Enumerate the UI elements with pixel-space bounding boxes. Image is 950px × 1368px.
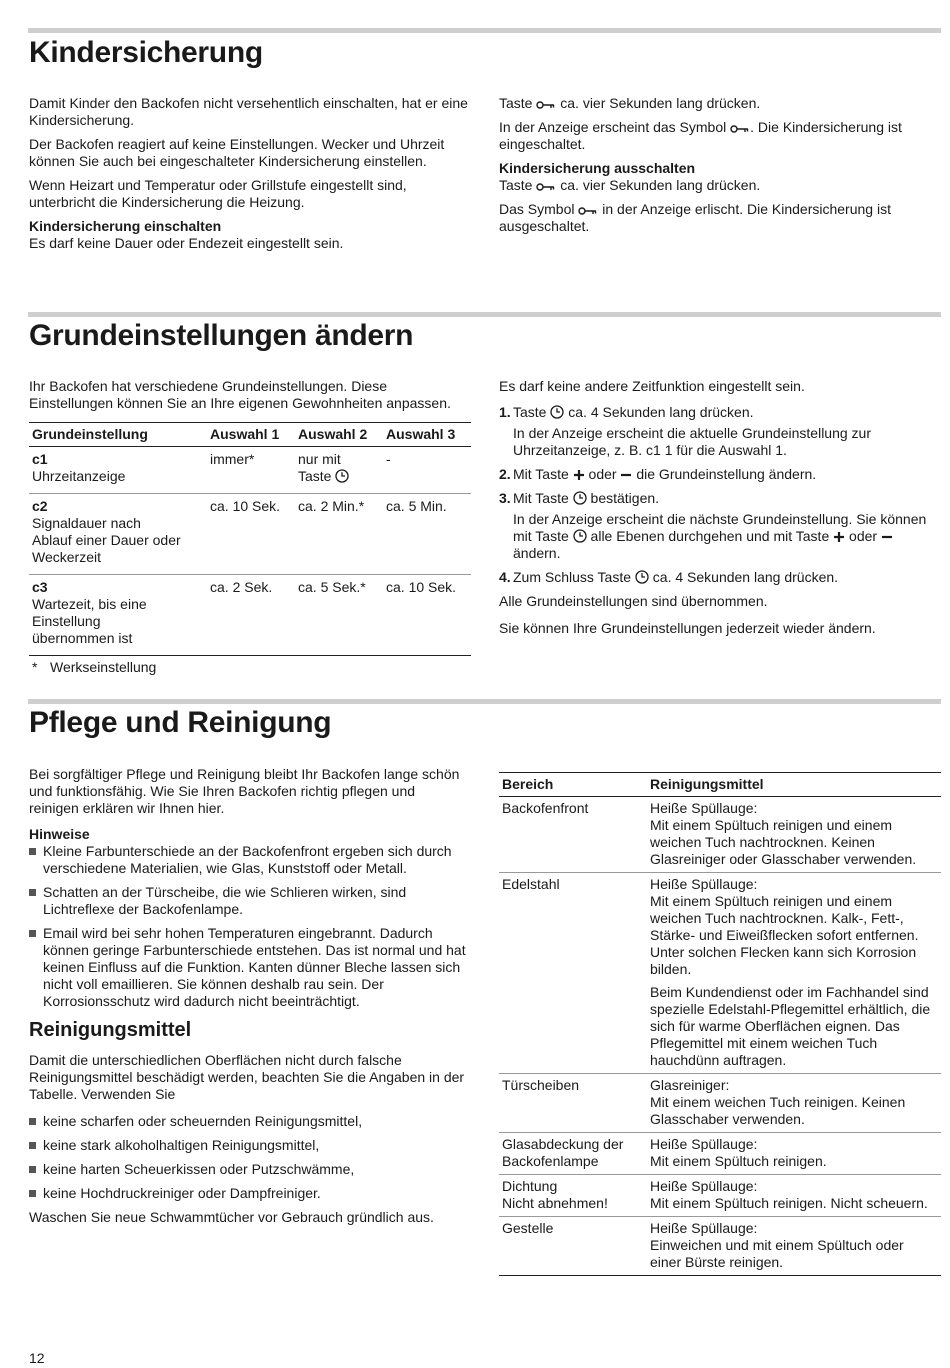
paragraph: Es darf keine andere Zeitfunktion eingestellt sein. xyxy=(499,378,805,394)
instruction-line: Taste ca. vier Sekunden lang drücken. xyxy=(499,177,761,193)
step-item: 2. Mit Taste oder die Grundeinstellung ändern. xyxy=(499,466,817,482)
clock-icon xyxy=(335,469,349,483)
area-cell: Dichtung Nicht abnehmen! xyxy=(499,1175,647,1217)
list-item: keine stark alkoholhaltigen Reinigungsmittel, xyxy=(29,1137,471,1154)
list-item: keine scharfen oder scheuernden Reinigungsmittel, xyxy=(29,1113,471,1130)
section-divider xyxy=(28,312,941,317)
table-row xyxy=(29,494,471,575)
column-header: Reinigungsmittel xyxy=(647,773,941,797)
minus-icon xyxy=(881,531,893,543)
settings-table xyxy=(29,422,471,656)
setting-desc: Uhrzeitanzeige xyxy=(32,468,126,484)
table-row xyxy=(499,1175,941,1217)
setting-desc: Wartezeit, bis eine Einstellung übernommen ist xyxy=(32,596,147,646)
paragraph: Alle Grundeinstellungen sind übernommen. xyxy=(499,593,768,609)
kindersicherung-left-column xyxy=(29,95,471,259)
table-cell: nur mit Taste xyxy=(295,447,383,494)
list-item: Email wird bei sehr hohen Temperaturen eingebrannt. Dadurch können geringe Farbunterschiede entstehen. Das ist normal und hat keinen Einfluss auf die Funktion. Kanten dünner Bleche lassen sich nicht voll emaillieren. Sie können deshalb rau sein. Der Korrosionsschutz wird dadurch nicht beeinträchtigt. xyxy=(29,925,471,1010)
paragraph: Damit die unterschiedlichen Oberflächen nicht durch falsche Reinigungsmittel beschädigt werden, beachten Sie die Angaben in der Tabelle. Verwenden Sie xyxy=(29,1052,465,1102)
step-item: 4. Zum Schluss Taste ca. 4 Sekunden lang drücken. xyxy=(499,569,839,585)
subsection-title: Reinigungsmittel xyxy=(29,1019,192,1041)
table-footnote: * Werkseinstellung xyxy=(32,659,157,675)
subheading: Kindersicherung einschalten xyxy=(29,218,222,234)
table-row xyxy=(499,797,941,873)
table-cell: immer* xyxy=(207,447,295,494)
grund-left-column xyxy=(29,378,471,676)
key-icon xyxy=(730,124,750,134)
section-divider xyxy=(28,28,941,33)
section-title-pflege: Pflege und Reinigung xyxy=(29,706,332,739)
area-cell: Edelstahl xyxy=(499,873,647,1074)
paragraph: Ihr Backofen hat verschiedene Grundeinstellungen. Diese Einstellungen können Sie an Ihre eigenen Gewohnheiten anpassen. xyxy=(29,378,451,411)
table-row xyxy=(499,1217,941,1276)
table-cell: ca. 5 Min. xyxy=(383,494,471,575)
hinweise-list xyxy=(29,843,471,1010)
plus-icon xyxy=(833,531,845,543)
grund-right-column xyxy=(499,378,941,644)
agent-cell: Heiße Spüllauge: Mit einem Spültuch reinigen. xyxy=(647,1133,941,1175)
setting-desc: Signaldauer nach Ablauf einer Dauer oder Weckerzeit xyxy=(32,515,181,565)
list-item: Kleine Farbunterschiede an der Backofenfront ergeben sich durch verschiedene Materialien, wie Glas, Kunststoff oder Metall. xyxy=(29,843,471,877)
key-icon xyxy=(536,100,556,110)
column-header: Grundeinstellung xyxy=(29,423,207,447)
column-header: Bereich xyxy=(499,773,647,797)
key-icon xyxy=(578,206,598,216)
setting-code: c2 xyxy=(32,498,48,514)
table-row xyxy=(29,447,471,494)
setting-cell xyxy=(29,447,207,494)
list-item: keine Hochdruckreiniger oder Dampfreiniger. xyxy=(29,1185,471,1202)
cleaning-table xyxy=(499,772,941,1276)
setting-cell xyxy=(29,575,207,656)
setting-code: c3 xyxy=(32,579,48,595)
setting-code: c1 xyxy=(32,451,48,467)
step-note: In der Anzeige erscheint die nächste Grundeinstellung. Sie können mit Taste alle Ebenen durchgehen und mit Taste oder ändern. xyxy=(513,511,927,561)
table-cell: ca. 5 Sek.* xyxy=(295,575,383,656)
table-row xyxy=(29,575,471,656)
table-cell: - xyxy=(383,447,471,494)
instruction-line: Taste ca. vier Sekunden lang drücken. xyxy=(499,95,761,111)
paragraph: Der Backofen reagiert auf keine Einstellungen. Wecker und Uhrzeit können Sie auch bei eingeschalteter Kindersicherung einstellen. xyxy=(29,136,445,169)
area-cell: Backofenfront xyxy=(499,797,647,873)
table-row xyxy=(499,1074,941,1133)
table-header-row xyxy=(29,423,471,447)
clock-icon xyxy=(573,491,587,505)
clock-icon xyxy=(573,529,587,543)
table-row xyxy=(499,1133,941,1175)
paragraph: Waschen Sie neue Schwammtücher vor Gebrauch gründlich aus. xyxy=(29,1209,434,1225)
paragraph: Wenn Heizart und Temperatur oder Grillstufe eingestellt sind, unterbricht die Kindersicherung die Heizung. xyxy=(29,177,407,210)
paragraph: Sie können Ihre Grundeinstellungen jederzeit wieder ändern. xyxy=(499,620,876,636)
step-item: 3. Mit Taste bestätigen. In der Anzeige erscheint die nächste Grundeinstellung. Sie können mit Taste alle Ebenen durchgehen und mit Taste oder ändern. xyxy=(499,490,941,562)
paragraph: Bei sorgfältiger Pflege und Reinigung bleibt Ihr Backofen lange schön und funktionsfähig. Wie Sie Ihren Backofen richtig pflegen und reinigen erklären wir Ihnen hier. xyxy=(29,766,460,816)
paragraph: Damit Kinder den Backofen nicht versehentlich einschalten, hat er eine Kindersicherung. xyxy=(29,95,468,128)
section-title-grundeinstellungen: Grundeinstellungen ändern xyxy=(29,319,414,352)
kindersicherung-right-column xyxy=(499,95,941,242)
instruction-line: In der Anzeige erscheint das Symbol . Die Kindersicherung ist eingeschaltet. xyxy=(499,119,902,152)
area-cell: Glasabdeckung der Backofenlampe xyxy=(499,1133,647,1175)
key-icon xyxy=(536,182,556,192)
section-title-kindersicherung: Kindersicherung xyxy=(29,36,263,69)
plus-icon xyxy=(573,469,585,481)
subheading: Hinweise xyxy=(29,826,90,842)
step-item: 1. Taste ca. 4 Sekunden lang drücken. In der Anzeige erscheint die aktuelle Grundeinstellung zur Uhrzeitanzeige, z. B. c1 1 für die Auswahl 1. xyxy=(499,404,941,459)
area-cell: Türscheiben xyxy=(499,1074,647,1133)
table-cell: ca. 2 Min.* xyxy=(295,494,383,575)
agent-cell: Heiße Spüllauge: Mit einem Spültuch reinigen und einem weichen Tuch nachtrocknen. Kalk-, Fett-, Stärke- und Eiweißflecken sofort entfernen. Unter solchen Flecken kann sich Korrosion bilden. Beim Kundendienst oder im Fachhandel sind spezielle Edelstahl-Pflegemittel erhältlich, die sich für warme Oberflächen eignen. Das Pflegemittel mit einem weichen Tuch hauchdünn auftragen. xyxy=(647,873,941,1074)
steps-list xyxy=(499,404,941,586)
column-header: Auswahl 1 xyxy=(207,423,295,447)
table-header-row xyxy=(499,773,941,797)
agent-cell: Heiße Spüllauge: Mit einem Spültuch reinigen und einem weichen Tuch nachtrocknen. Keinen Glasreiniger oder Glasschaber verwenden. xyxy=(647,797,941,873)
list-item: keine harten Scheuerkissen oder Putzschwämme, xyxy=(29,1161,471,1178)
clock-icon xyxy=(635,570,649,584)
agent-cell: Heiße Spüllauge: Einweichen und mit einem Spültuch oder einer Bürste reinigen. xyxy=(647,1217,941,1276)
agent-cell: Heiße Spüllauge: Mit einem Spültuch reinigen. Nicht scheuern. xyxy=(647,1175,941,1217)
section-divider xyxy=(28,699,941,704)
pflege-right-column xyxy=(499,772,941,1276)
area-cell: Gestelle xyxy=(499,1217,647,1276)
list-item: Schatten an der Türscheibe, die wie Schlieren wirken, sind Lichtreflexe der Backofenlampe. xyxy=(29,884,471,918)
step-note: In der Anzeige erscheint die aktuelle Grundeinstellung zur Uhrzeitanzeige, z. B. c1 1 für die Auswahl 1. xyxy=(513,425,871,458)
rm-list xyxy=(29,1113,471,1202)
page-number: 12 xyxy=(29,1350,45,1366)
table-row xyxy=(499,873,941,1074)
column-header: Auswahl 3 xyxy=(383,423,471,447)
table-cell: ca. 10 Sek. xyxy=(207,494,295,575)
column-header: Auswahl 2 xyxy=(295,423,383,447)
instruction-line: Das Symbol in der Anzeige erlischt. Die Kindersicherung ist ausgeschaltet. xyxy=(499,201,891,234)
minus-icon xyxy=(620,469,632,481)
pflege-left-column xyxy=(29,766,471,1233)
paragraph: Es darf keine Dauer oder Endezeit eingestellt sein. xyxy=(29,235,344,251)
subheading: Kindersicherung ausschalten xyxy=(499,160,696,176)
setting-cell xyxy=(29,494,207,575)
clock-icon xyxy=(550,405,564,419)
agent-cell: Glasreiniger: Mit einem weichen Tuch reinigen. Keinen Glasschaber verwenden. xyxy=(647,1074,941,1133)
table-cell: ca. 10 Sek. xyxy=(383,575,471,656)
table-cell: ca. 2 Sek. xyxy=(207,575,295,656)
